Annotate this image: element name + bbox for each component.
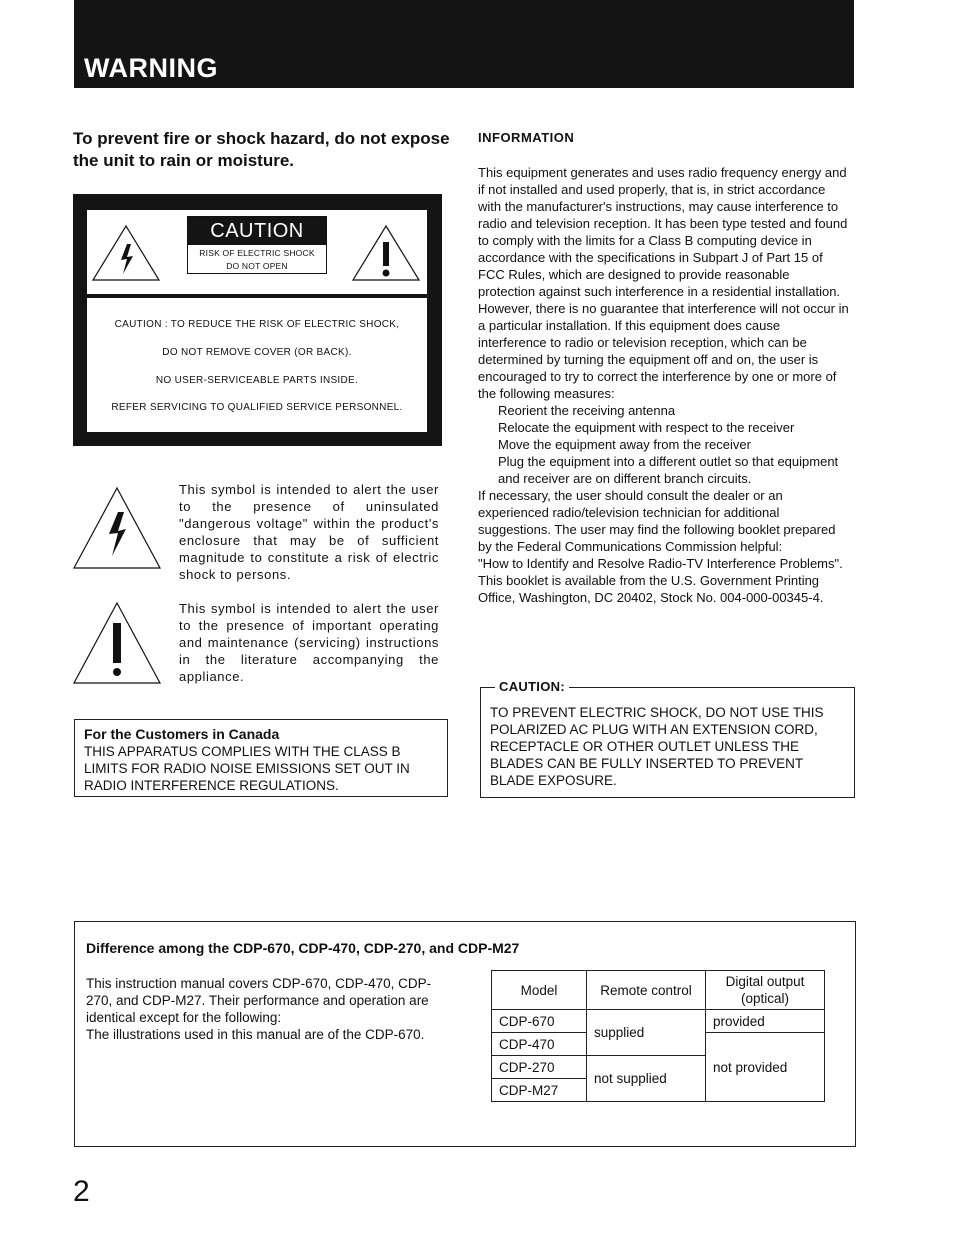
page-number: 2 — [73, 1175, 90, 1208]
exclamation-triangle-icon — [72, 601, 162, 685]
difference-body-2: The illustrations used in this manual are of the CDP-670. — [86, 1027, 425, 1042]
digital-cell: not provided — [706, 1033, 825, 1102]
voltage-symbol-text: This symbol is intended to alert the user to the presence of uninsulated "dangerous voltage" within the product's enclosure that may be of sufficient magnitude to constitute a risk of electric shock to persons. — [179, 482, 439, 582]
model-cell: CDP-M27 — [492, 1079, 587, 1102]
caution-top-area — [87, 210, 427, 294]
model-cell: CDP-470 — [492, 1033, 587, 1056]
digital-cell: provided — [706, 1010, 825, 1033]
instructions-symbol-text: This symbol is intended to alert the user to the presence of important operating and maintenance (servicing) instructions in the literature accompanying the appliance. — [179, 601, 439, 684]
remote-cell: not supplied — [587, 1056, 706, 1102]
canada-body: THIS APPARATUS COMPLIES WITH THE CLASS B LIMITS FOR RADIO NOISE EMISSIONS SET OUT IN RADIO INTERFERENCE REGULATIONS. — [84, 744, 410, 793]
difference-body — [86, 975, 446, 1043]
caution-box-title: CAUTION: — [495, 679, 569, 694]
measure-item: Reorient the receiving antenna — [498, 403, 676, 418]
fire-shock-headline: To prevent fire or shock hazard, do not expose the unit to rain or moisture. — [73, 129, 450, 170]
measure-item: Relocate the equipment with respect to the receiver — [498, 420, 795, 435]
information-followup: If necessary, the user should consult the dealer or an experienced radio/television technician for additional suggestions. The user may find the following booklet prepared by the Federal Communications Commission helpful: — [478, 488, 836, 554]
difference-section — [74, 921, 856, 1147]
warning-title: WARNING — [84, 53, 218, 83]
measure-item: Move the equipment away from the receiver — [498, 437, 751, 452]
risk-line: RISK OF ELECTRIC SHOCK — [199, 248, 315, 258]
caution-line-3: NO USER-SERVICEABLE PARTS INSIDE. — [155, 375, 359, 386]
information-heading: INFORMATION — [478, 130, 575, 145]
information-intro: This equipment generates and uses radio frequency energy and if not installed and used properly, that is, in strict accordance with the manufacturer's instructions, may cause interference to radio and television reception. It has been type tested and found to comply with the limits for a Class B computing device in accordance with the specifications in Subpart J of Part 15 of FCC Rules, which are designed to provide reasonable protection against such interference in a residential installation. However, there is no guarantee that interference will not occur in a particular installation. If this equipment does cause interference to radio or television reception, which can be determined by turning the equipment off and on, the user is encouraged to try to correct the interference by one or more of the following measures: — [478, 165, 849, 401]
caution-label — [187, 216, 327, 274]
do-not-open-line: DO NOT OPEN — [226, 261, 288, 271]
caution-label-subtext — [188, 247, 326, 273]
caution-instructions — [87, 298, 427, 432]
caution-line-2: DO NOT REMOVE COVER (OR BACK). — [162, 347, 352, 358]
canada-title: For the Customers in Canada — [84, 726, 280, 742]
caution-label-heading: CAUTION — [188, 217, 326, 245]
header-remote: Remote control — [587, 971, 706, 1010]
header-model: Model — [492, 971, 587, 1010]
exclamation-triangle-icon — [351, 224, 421, 282]
caution-box — [480, 679, 855, 798]
lightning-triangle-icon — [72, 486, 162, 570]
remote-cell: supplied — [587, 1010, 706, 1056]
table-header-row — [492, 971, 825, 1010]
measure-item: Plug the equipment into a different outlet so that equipment and receiver are on different branch circuits. — [498, 454, 839, 486]
caution-line-1: CAUTION : TO REDUCE THE RISK OF ELECTRIC SHOCK, — [114, 319, 400, 330]
information-booklet: "How to Identify and Resolve Radio-TV Interference Problems". This booklet is available from the U.S. Government Printing Office, Washington, DC 20402, Stock No. 004-000-00345-4. — [478, 556, 843, 605]
caution-panel — [73, 194, 442, 446]
difference-body-1: This instruction manual covers CDP-670, CDP-470, CDP-270, and CDP-M27. Their performance and operation are identical except for the following: — [86, 976, 432, 1025]
difference-title: Difference among the CDP-670, CDP-470, CDP-270, and CDP-M27 — [86, 940, 520, 956]
model-cell: CDP-670 — [492, 1010, 587, 1033]
canada-notice — [74, 719, 448, 797]
model-cell: CDP-270 — [492, 1056, 587, 1079]
warning-banner — [74, 0, 854, 88]
information-body — [478, 164, 850, 606]
caution-line-4: REFER SERVICING TO QUALIFIED SERVICE PERSONNEL. — [111, 402, 403, 413]
lightning-triangle-icon — [91, 224, 161, 282]
header-digital: Digital output (optical) — [706, 971, 825, 1010]
model-comparison-table — [491, 970, 825, 1102]
table-row — [492, 1010, 825, 1033]
caution-box-body: TO PREVENT ELECTRIC SHOCK, DO NOT USE THIS POLARIZED AC PLUG WITH AN EXTENSION CORD, RECEPTACLE OR OTHER OUTLET UNLESS THE BLADES CAN BE FULLY INSERTED TO PREVENT BLADE EXPOSURE. — [490, 705, 824, 788]
